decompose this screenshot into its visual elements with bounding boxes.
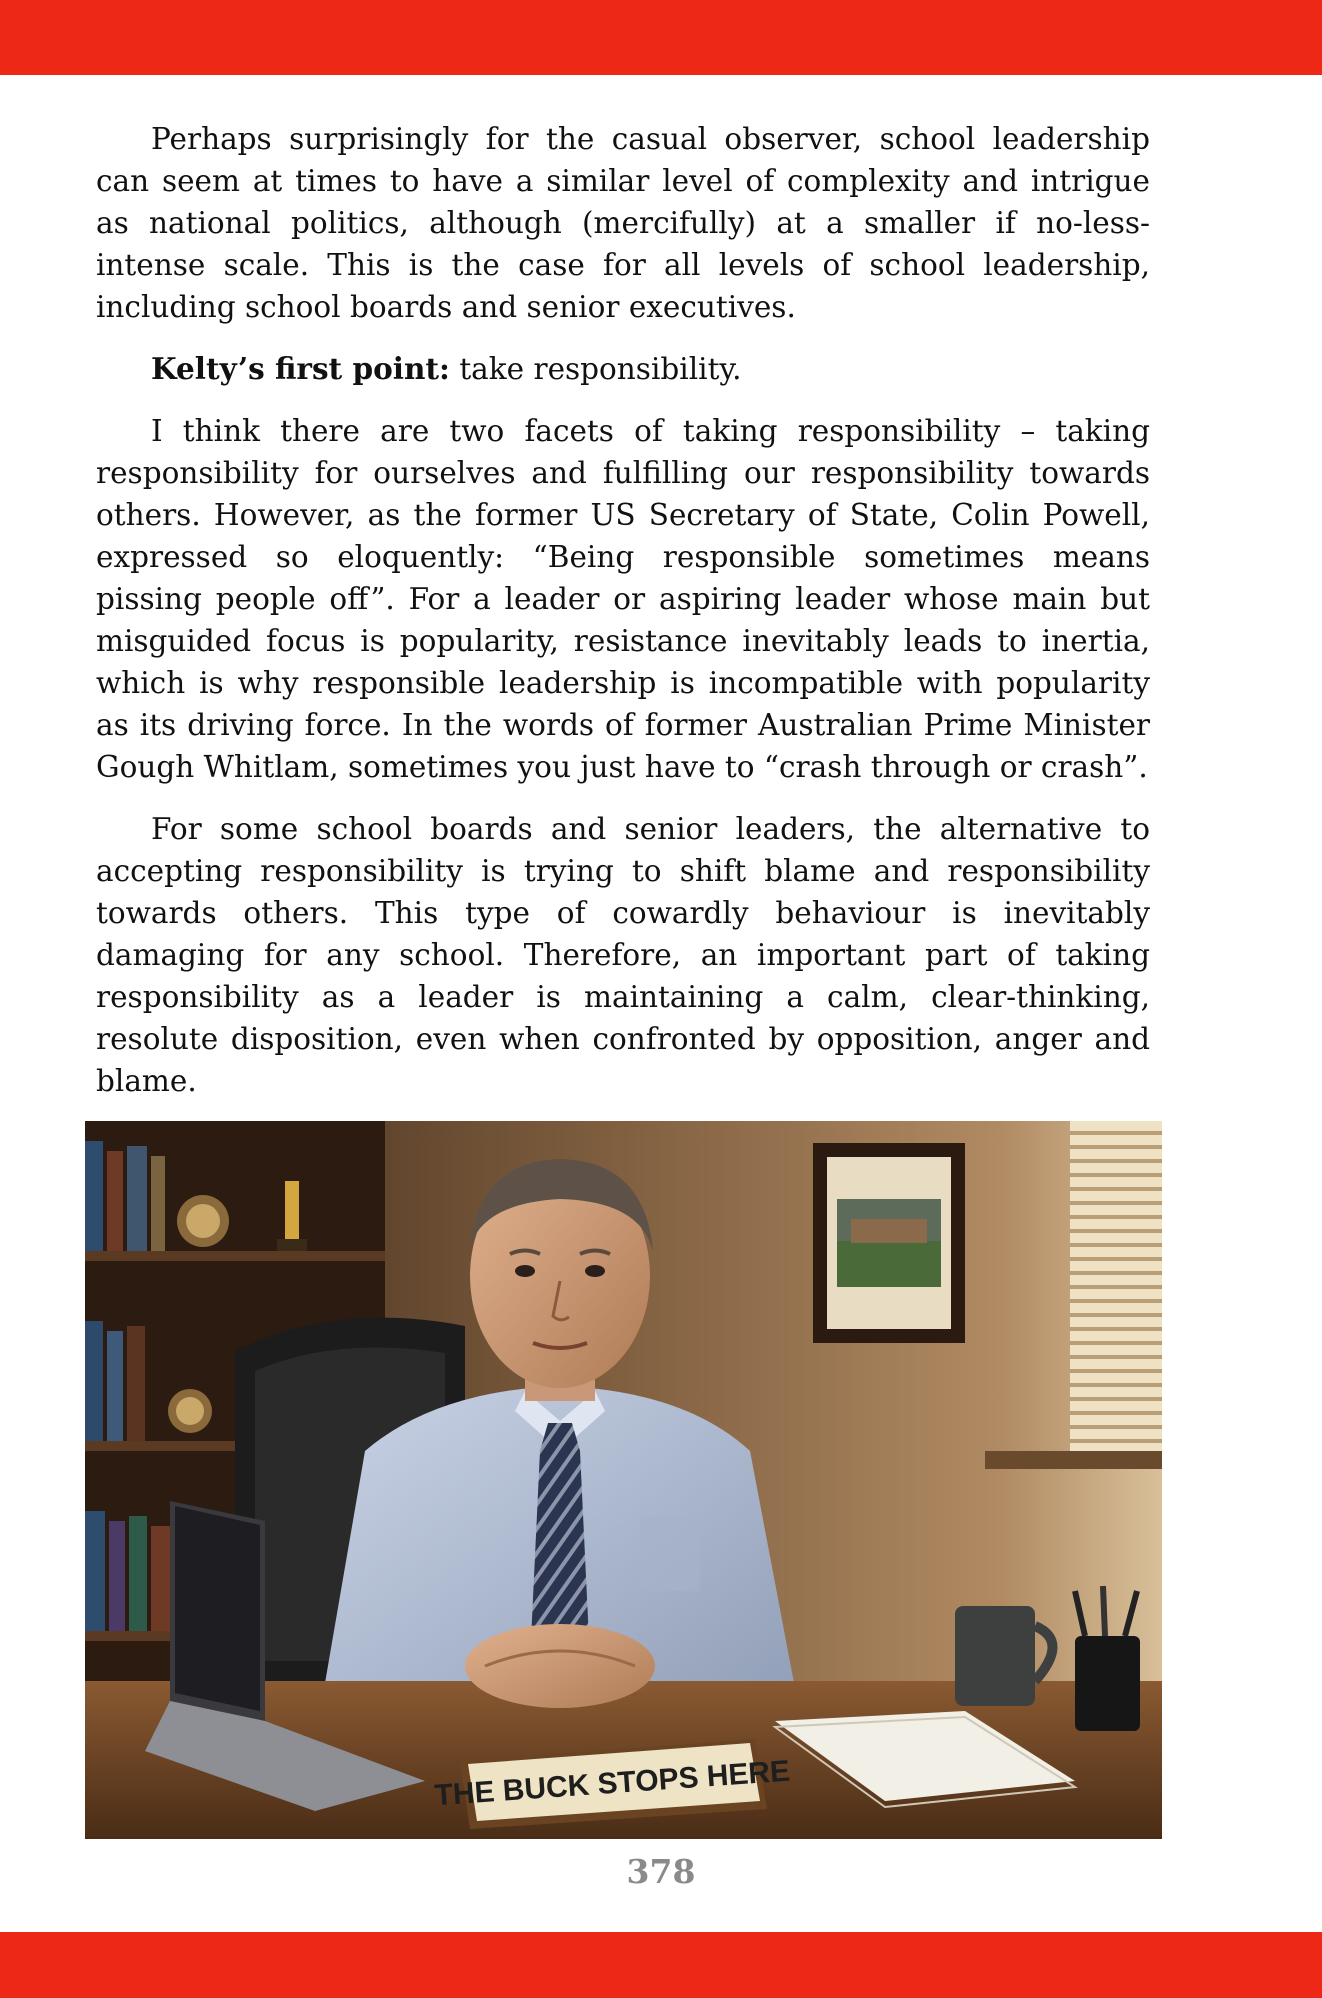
principal-illustration <box>85 1121 1162 1839</box>
body-text <box>96 118 1150 1122</box>
bottom-red-band <box>0 1932 1322 1998</box>
paragraph-3: For some school boards and senior leaders, the alternative to accepting responsibility is trying to shift blame and responsibility towards others. This type of cowardly behaviour is inevitably damaging for any school. Therefore, an important part of taking responsibility as a leader is maintaining a calm, clear-thinking, resolute disposition, even when confronted by opposition, anger and blame. <box>96 812 1150 1098</box>
principal-photo <box>85 1121 1162 1839</box>
point-text: take responsibility. <box>449 352 742 386</box>
top-red-band <box>0 0 1322 75</box>
paragraph-2: I think there are two facets of taking responsibility – taking responsibility for ourselves and fulfilling our responsibility towards others. However, as the former US Secretary of State, Colin Powell, expressed so eloquently: “Being responsible sometimes means pissing people off”. For a leader or aspiring leader whose main but misguided focus is popularity, resistance inevitably leads to inertia, which is why responsible leadership is incompatible with popularity as its driving force. In the words of former Australian Prime Minister Gough Whitlam, sometimes you just have to “crash through or crash”. <box>96 414 1150 784</box>
point-label: Kelty’s first point: <box>151 351 450 386</box>
desk-sign-text: THE BUCK STOPS HERE <box>433 1754 792 1813</box>
page-number: 378 <box>626 1852 696 1891</box>
paragraph-1: Perhaps surprisingly for the casual observer, school leadership can seem at times to have a similar level of complexity and intrigue as national politics, although (mercifully) at a smaller if no-less-intense scale. This is the case for all levels of school leadership, including school boards and senior executives. <box>96 122 1150 324</box>
kelty-point <box>96 348 1150 390</box>
